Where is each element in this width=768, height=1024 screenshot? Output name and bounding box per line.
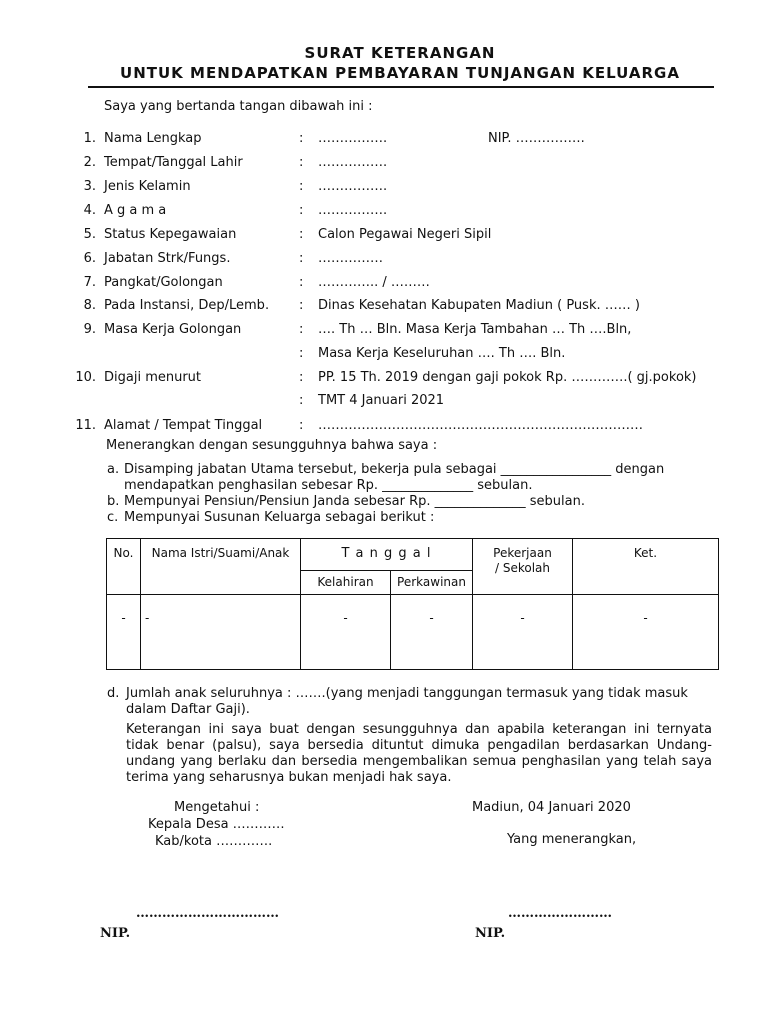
field-number: 4. xyxy=(83,203,96,218)
header-perkawinan: Perkawinan xyxy=(391,571,473,595)
field-value: ……………. xyxy=(318,203,388,218)
header-kelahiran: Kelahiran xyxy=(301,571,391,595)
field-value: ………………………………………………………………… xyxy=(318,418,643,433)
closing-paragraph: Keterangan ini saya buat dengan sesungguhnya dan apabila keterangan ini ternyata tidak benar (palsu), saya bersedia dituntut dimuka pengadilan berdasarkan Undang-undang yang berlaku dan bersedia mengembalikan semua penghasilan yang telah saya terima yang seharusnya bukan menjadi hak saya. xyxy=(126,722,712,785)
field-value: TMT 4 Januari 2021 xyxy=(318,393,445,408)
table-row xyxy=(107,595,719,670)
field-value: Dinas Kesehatan Kabupaten Madiun ( Pusk. …… ) xyxy=(318,298,640,313)
field-value: ……………. xyxy=(318,155,388,170)
field-label: Pangkat/Golongan xyxy=(104,275,223,290)
field-label: Tempat/Tanggal Lahir xyxy=(104,155,243,170)
sign-right-dots: …………………… xyxy=(508,906,612,921)
field-colon: : xyxy=(299,393,304,408)
field-colon: : xyxy=(299,179,304,194)
sign-left-kabkota: Kab/kota …………. xyxy=(155,834,273,849)
item-d-line1: Jumlah anak seluruhnya : …….(yang menjadi tanggungan termasuk yang tidak masuk xyxy=(126,686,688,701)
item-a-letter: a. xyxy=(107,462,120,477)
field-number: 6. xyxy=(83,251,96,266)
cell-no: - xyxy=(107,595,141,670)
field-colon: : xyxy=(299,275,304,290)
item-c-letter: c. xyxy=(107,510,119,525)
document-title-line1: SURAT KETERANGAN xyxy=(304,44,496,62)
cell-ket: - xyxy=(573,595,719,670)
field-number: 5. xyxy=(83,227,96,242)
field-label: A g a m a xyxy=(104,203,167,218)
field-number: 3. xyxy=(83,179,96,194)
field-label: Jenis Kelamin xyxy=(104,179,191,194)
field-colon: : xyxy=(299,131,304,146)
header-nama: Nama Istri/Suami/Anak xyxy=(141,539,301,595)
field-value: ………….. / ……… xyxy=(318,275,430,290)
nip-right-label: NIP. xyxy=(475,926,506,941)
field-label: Alamat / Tempat Tinggal xyxy=(104,418,263,433)
statement-text: Menerangkan dengan sesungguhnya bahwa saya : xyxy=(106,438,438,453)
field-label: Pada Instansi, Dep/Lemb. xyxy=(104,298,270,313)
field-value: ……………. xyxy=(318,179,388,194)
item-d-letter: d. xyxy=(107,686,120,701)
field-number: 10. xyxy=(75,370,96,385)
header-no: No. xyxy=(107,539,141,595)
sign-right-yang-menerangkan: Yang menerangkan, xyxy=(507,832,637,847)
field-extra-nip: NIP. ……………. xyxy=(488,131,585,146)
header-tanggal: T a n g g a l xyxy=(301,539,473,571)
field-label: Digaji menurut xyxy=(104,370,202,385)
field-value: Calon Pegawai Negeri Sipil xyxy=(318,227,492,242)
field-colon: : xyxy=(299,418,304,433)
field-number: 8. xyxy=(83,298,96,313)
field-colon: : xyxy=(299,298,304,313)
field-value: …. Th … Bln. Masa Kerja Tambahan … Th ….Bln, xyxy=(318,322,632,337)
field-value: PP. 15 Th. 2019 dengan gaji pokok Rp. ………….( gj.pokok) xyxy=(318,370,697,385)
field-number: 11. xyxy=(75,418,96,433)
sign-left-dots: …………………………… xyxy=(136,906,279,921)
document-title-line2: UNTUK MENDAPATKAN PEMBAYARAN TUNJANGAN KELUARGA xyxy=(120,64,680,82)
sign-left-mengetahui: Mengetahui : xyxy=(174,800,260,815)
field-label: Status Kepegawaian xyxy=(104,227,237,242)
field-colon: : xyxy=(299,251,304,266)
sign-left-kepala-desa: Kepala Desa ………… xyxy=(148,817,285,832)
nip-left-label: NIP. xyxy=(100,926,131,941)
family-table xyxy=(106,538,719,670)
field-colon: : xyxy=(299,203,304,218)
field-value: ……………. xyxy=(318,131,388,146)
field-label: Jabatan Strk/Fungs. xyxy=(104,251,231,266)
field-colon: : xyxy=(299,346,304,361)
cell-kelahiran: - xyxy=(301,595,391,670)
item-b-text: Mempunyai Pensiun/Pensiun Janda sebesar Rp. ______________ sebulan. xyxy=(124,494,585,509)
field-colon: : xyxy=(299,155,304,170)
field-colon: : xyxy=(299,227,304,242)
item-d-line2: dalam Daftar Gaji). xyxy=(126,702,250,717)
field-number: 7. xyxy=(83,275,96,290)
field-colon: : xyxy=(299,370,304,385)
intro-text: Saya yang bertanda tangan dibawah ini : xyxy=(104,99,373,114)
field-value: Masa Kerja Keseluruhan …. Th …. Bln. xyxy=(318,346,566,361)
title-underline xyxy=(88,86,714,88)
item-a-line1: Disamping jabatan Utama tersebut, bekerja pula sebagai _________________ dengan xyxy=(124,462,665,477)
field-number: 9. xyxy=(83,322,96,337)
field-value: …………… xyxy=(318,251,383,266)
cell-perkawinan: - xyxy=(391,595,473,670)
sign-right-date: Madiun, 04 Januari 2020 xyxy=(472,800,631,815)
cell-nama: - xyxy=(141,595,301,670)
field-label: Masa Kerja Golongan xyxy=(104,322,242,337)
field-number: 1. xyxy=(83,131,96,146)
field-number: 2. xyxy=(83,155,96,170)
item-b-letter: b. xyxy=(107,494,120,509)
header-ket: Ket. xyxy=(573,539,719,595)
item-a-line2: mendapatkan penghasilan sebesar Rp. ______________ sebulan. xyxy=(124,478,533,493)
header-pekerjaan: Pekerjaan / Sekolah xyxy=(473,539,573,595)
item-c-text: Mempunyai Susunan Keluarga sebagai berikut : xyxy=(124,510,435,525)
field-label: Nama Lengkap xyxy=(104,131,202,146)
cell-pekerjaan: - xyxy=(473,595,573,670)
field-colon: : xyxy=(299,322,304,337)
